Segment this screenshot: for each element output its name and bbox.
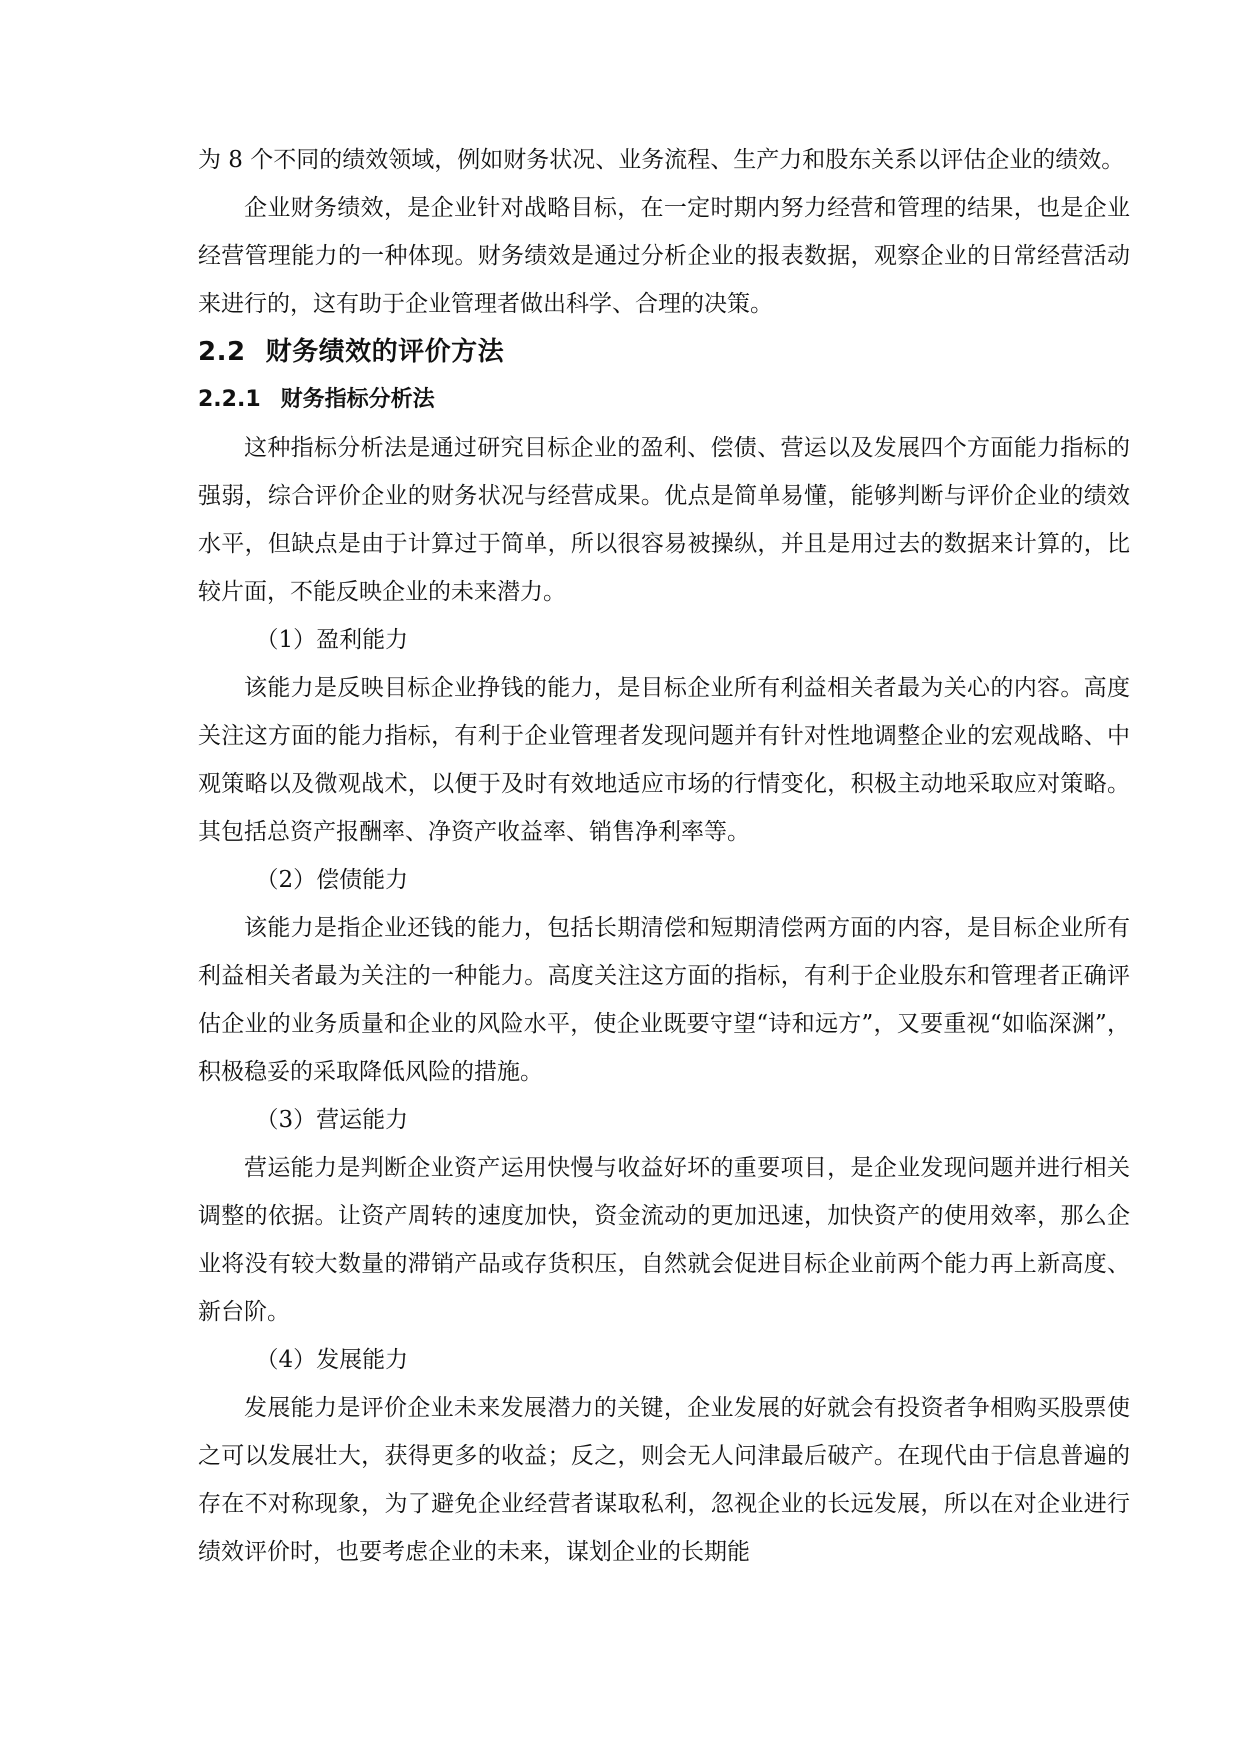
subsection-heading-2-2-1 — [198, 376, 1130, 424]
subsection-title: 财务指标分析法 — [280, 387, 435, 412]
item-label-solvency: （2）偿债能力 — [255, 867, 409, 893]
item-text-solvency: 该能力是指企业还钱的能力，包括长期清偿和短期清偿两方面的内容，是目标企业所有利益相关者最为关注的一种能力。高度关注这方面的指标，有利于企业股东和管理者正确评估企业的业务质量和企业的风险水平，使企业既要守望“诗和远方”，又要重视“如临深渊”，积极稳妥的采取降低风险的措施。 — [198, 915, 1130, 1085]
subsection-number: 2.2.1 — [198, 387, 261, 412]
paragraph-financial-performance: 企业财务绩效，是企业针对战略目标，在一定时期内努力经营和管理的结果，也是企业经营管理能力的一种体现。财务绩效是通过分析企业的报表数据，观察企业的日常经营活动来进行的，这有助于企业管理者做出科学、合理的决策。 — [198, 195, 1130, 317]
item-text-profitability: 该能力是反映目标企业挣钱的能力，是目标企业所有利益相关者最为关心的内容。高度关注这方面的能力指标，有利于企业管理者发现问题并有针对性地调整企业的宏观战略、中观策略以及微观战术，以便于及时有效地适应市场的行情变化，积极主动地采取应对策略。其包括总资产报酬率、净资产收益率、销售净利率等。 — [198, 675, 1130, 845]
paragraph-indicator-intro: 这种指标分析法是通过研究目标企业的盈利、偿债、营运以及发展四个方面能力指标的强弱，综合评价企业的财务状况与经营成果。优点是简单易懂，能够判断与评价企业的绩效水平，但缺点是由于计算过于简单，所以很容易被操纵，并且是用过去的数据来计算的，比较片面，不能反映企业的未来潜力。 — [198, 435, 1130, 605]
item-label-profitability: （1）盈利能力 — [255, 627, 409, 653]
item-label-operation: （3）营运能力 — [255, 1107, 409, 1133]
paragraph-continuation: 为 8 个不同的绩效领域，例如财务状况、业务流程、生产力和股东关系以评估企业的绩效。 — [198, 147, 1125, 173]
document-page — [198, 136, 1130, 1576]
item-text-development: 发展能力是评价企业未来发展潜力的关键，企业发展的好就会有投资者争相购买股票使之可以发展壮大，获得更多的收益；反之，则会无人问津最后破产。在现代由于信息普遍的存在不对称现象，为了避免企业经营者谋取私利，忽视企业的长远发展，所以在对企业进行绩效评价时，也要考虑企业的未来，谋划企业的长期能 — [198, 1395, 1130, 1565]
section-heading-2-2 — [198, 328, 1130, 376]
section-title: 财务绩效的评价方法 — [265, 337, 505, 367]
section-number: 2.2 — [198, 337, 246, 367]
item-text-operation: 营运能力是判断企业资产运用快慢与收益好坏的重要项目，是企业发现问题并进行相关调整的依据。让资产周转的速度加快，资金流动的更加迅速，加快资产的使用效率，那么企业将没有较大数量的滞销产品或存货积压，自然就会促进目标企业前两个能力再上新高度、新台阶。 — [198, 1155, 1130, 1325]
item-label-development: （4）发展能力 — [255, 1347, 409, 1373]
